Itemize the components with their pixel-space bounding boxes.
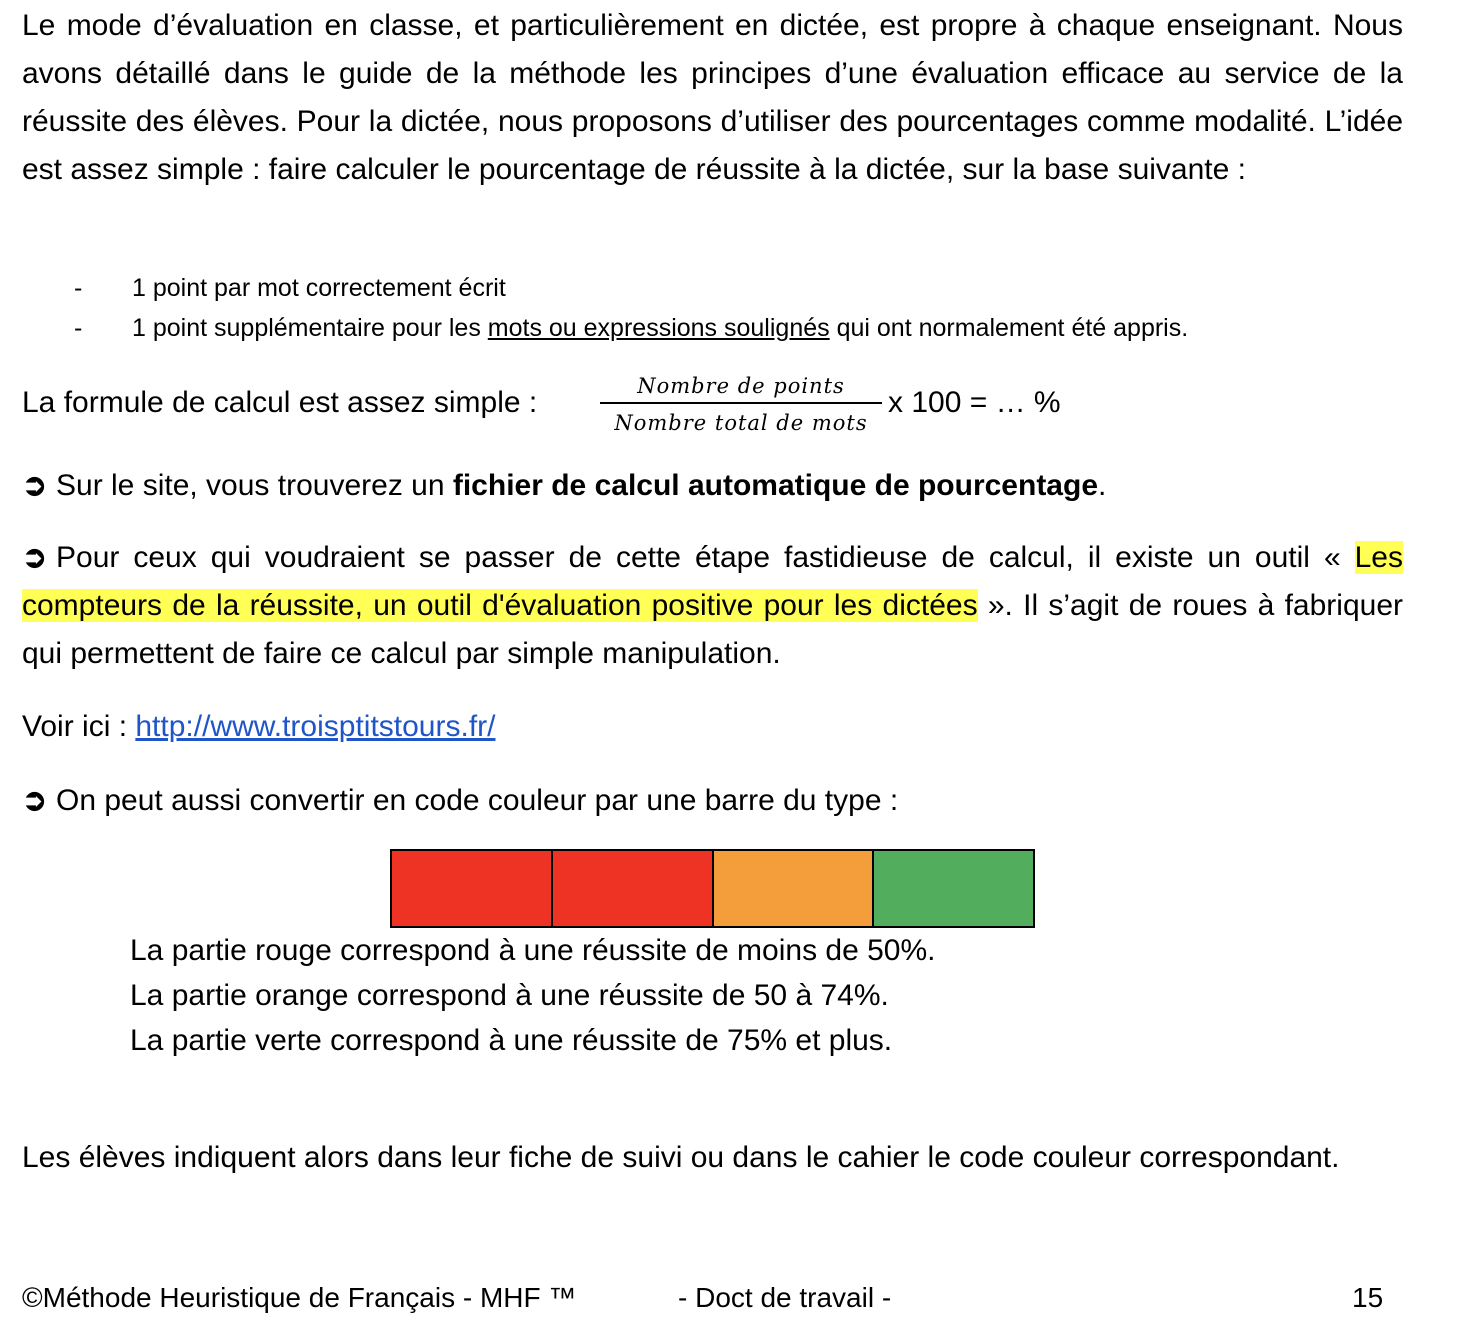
list-item	[22, 308, 1403, 348]
highlighted-title: Les compteurs de la réussite, un outil d'évaluation positive pour les dictées	[22, 541, 1403, 622]
legend-red: La partie rouge correspond à une réussite de moins de 50%.	[130, 934, 936, 967]
convert-text: On peut aussi convertir en code couleur par une barre du type :	[56, 784, 899, 817]
formula-fraction	[600, 370, 882, 440]
voir-label: Voir ici :	[22, 710, 136, 743]
bullet-dash: -	[74, 314, 83, 342]
color-legend	[130, 928, 936, 1063]
fichier-bold: fichier de calcul automatique de pourcentage	[452, 469, 1099, 502]
arrow-icon: ➲	[22, 784, 48, 817]
bullet-2-suffix: qui ont normalement été appris.	[829, 314, 1189, 342]
bar-segment-rouge	[392, 851, 553, 926]
voir-paragraph	[22, 703, 1403, 751]
bar-segment-orange	[714, 851, 875, 926]
outil-paragraph	[22, 534, 1403, 678]
legend-orange: La partie orange correspond à une réussite de 50 à 74%.	[130, 979, 889, 1012]
fraction-denominator: Nombre total de mots	[614, 411, 868, 435]
legend-green: La partie verte correspond à une réussite de 75% et plus.	[130, 1024, 893, 1057]
list-item	[22, 268, 1403, 308]
fichier-suffix: .	[1098, 469, 1107, 502]
bullet-dash: -	[74, 274, 83, 302]
bar-segment-vert	[874, 851, 1033, 926]
page-number: 15	[1352, 1282, 1384, 1313]
intro-paragraph: Le mode d’évaluation en classe, et particulièrement en dictée, est propre à chaque enseignant. Nous avons détaillé dans le guide de la méthode les principes d’une évaluation efficace au service de la réussite des élèves. Pour la dictée, nous proposons d’utiliser des pourcentages comme modalité. L’idée est assez simple : faire calculer le pourcentage de réussite à la dictée, sur la base suivante :	[22, 9, 1403, 186]
bullet-list	[22, 268, 1403, 348]
arrow-icon: ➲	[22, 541, 48, 574]
fichier-paragraph	[22, 462, 1403, 510]
color-code-bar	[390, 849, 1035, 928]
convert-paragraph	[22, 777, 1403, 825]
arrow-icon: ➲	[22, 469, 48, 502]
fichier-prefix: Sur le site, vous trouverez un	[56, 469, 453, 502]
bullet-text-1: 1 point par mot correctement écrit	[132, 274, 506, 302]
fraction-numerator: Nombre de points	[600, 370, 882, 404]
bullet-2-prefix: 1 point supplémentaire pour les	[132, 314, 488, 342]
formula-label: La formule de calcul est assez simple :	[22, 386, 538, 419]
site-link[interactable]: http://www.troisptitstours.fr/	[135, 710, 496, 743]
outil-prefix: Pour ceux qui voudraient se passer de cette étape fastidieuse de calcul, il existe un outil «	[56, 541, 1355, 574]
bullet-text-2	[132, 308, 1188, 348]
eleves-paragraph: Les élèves indiquent alors dans leur fiche de suivi ou dans le cahier le code couleur correspondant.	[22, 1141, 1340, 1174]
footer-doc-label: - Doct de travail -	[678, 1282, 892, 1313]
bar-segment-rouge	[553, 851, 714, 926]
formula-tail: x 100 = … %	[888, 386, 1061, 419]
outil-suffix: ». Il s’agit de roues à fabriquer qui permettent de faire ce calcul par simple manipulation.	[22, 589, 1403, 670]
footer-copyright: ©Méthode Heuristique de Français - MHF ™	[22, 1282, 577, 1313]
underlined-terms: mots ou expressions soulignés	[487, 314, 830, 342]
